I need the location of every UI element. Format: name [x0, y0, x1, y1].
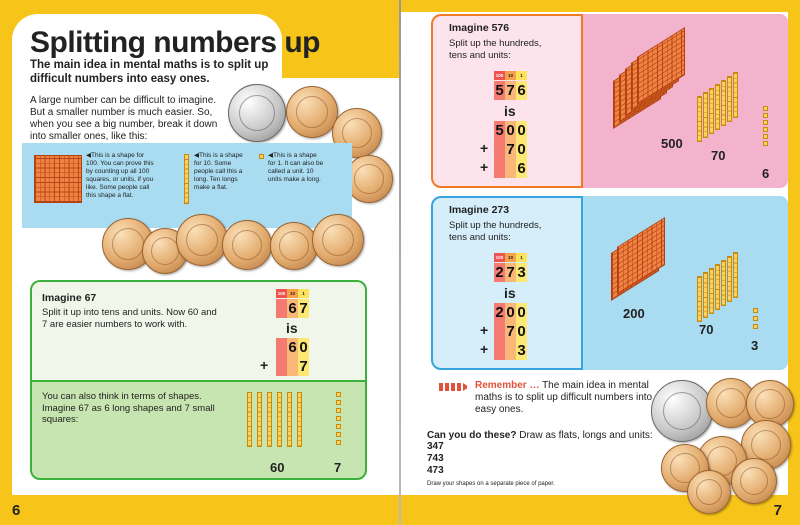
ten-block [733, 252, 738, 298]
part-70 [494, 322, 527, 341]
imagine-67-title: Imagine 67 [42, 292, 97, 304]
hundred-caption: ◀This is a shape for 100. You can prove this by counting up all 100 squares, or units, if you like. Some people call this shape a flat. [86, 152, 154, 199]
part-500 [494, 121, 527, 140]
unit-block [336, 440, 341, 445]
ten-block [247, 392, 252, 447]
digit-tens: 7 [506, 323, 515, 340]
digit-tens: 7 [506, 82, 515, 99]
part-6 [494, 159, 527, 178]
digit-tens [505, 159, 516, 178]
coin [176, 214, 228, 266]
digit-hundreds: 2 [495, 304, 504, 321]
plus-sign: + [480, 140, 489, 156]
digit-units: 6 [517, 160, 526, 177]
ten-block [277, 392, 282, 447]
ten-block [297, 392, 302, 447]
shapes-67-text: You can also think in terms of shapes. Imagine 67 as 6 long shapes and 7 small squares: [42, 391, 215, 425]
unit-block [753, 324, 758, 329]
hundreds-header: 100 [277, 291, 286, 296]
plus-sign: + [480, 322, 489, 338]
place-value-header [276, 289, 309, 298]
unit-block [336, 432, 341, 437]
ten-block [697, 96, 702, 142]
is-word: is [286, 320, 298, 336]
right-page [401, 0, 800, 525]
digit-hundreds [494, 341, 505, 360]
ten-block [709, 268, 714, 314]
part-3 [494, 341, 527, 360]
unit-block [336, 424, 341, 429]
units-header: 1 [298, 289, 309, 298]
digit-units: 3 [517, 342, 526, 359]
ten-block [703, 272, 708, 318]
digit-hundreds [494, 140, 505, 159]
digit-empty [276, 338, 287, 357]
coin [286, 86, 338, 138]
digit-empty [287, 357, 298, 376]
digit-units: 3 [517, 264, 526, 281]
imagine-67-card [30, 280, 367, 383]
place-value-header [494, 71, 527, 80]
imagine-273-text: Split up the hundreds, tens and units: [449, 220, 542, 243]
digit-empty [276, 299, 287, 318]
practice-instruction: Draw as flats, longs and units: [516, 430, 653, 441]
units-header: 1 [516, 71, 527, 80]
remember-body: The main idea in mental maths is to split up difficult numbers into easy ones. [475, 380, 653, 415]
digit-hundreds: 5 [495, 82, 504, 99]
digit-units: 7 [299, 300, 308, 317]
shapes-explanation-panel [22, 143, 352, 228]
part-60 [276, 338, 309, 357]
tens-header: 10 [287, 289, 298, 298]
number-576 [494, 81, 527, 100]
page-number-left: 6 [12, 502, 21, 519]
plus-sign: + [260, 357, 269, 373]
five-rand-coin [651, 380, 713, 442]
unit-block [336, 392, 341, 397]
imagine-67-text: Split it up into tens and units. Now 60 and 7 are easier numbers to work with. [42, 307, 217, 330]
imagine-273-card [431, 196, 786, 370]
unit-block [763, 113, 768, 118]
unit-block [763, 127, 768, 132]
label-60: 60 [270, 460, 285, 475]
digit-units: 0 [517, 141, 526, 158]
ten-caption: ◀This is a shape for 10. Some people call this a long. Ten longs make a flat. [194, 152, 243, 191]
coin [687, 470, 731, 514]
is-word: is [504, 285, 516, 301]
label-200: 200 [623, 306, 645, 321]
tens-header: 10 [505, 253, 516, 262]
digit-hundreds [494, 159, 505, 178]
coin [222, 220, 272, 270]
digit-tens: 7 [506, 264, 515, 281]
unit-caption: ◀This is a shape for 1. It can also be called a unit. 10 units make a long. [268, 152, 324, 183]
hundred-block [34, 155, 82, 203]
yellow-frame-left [0, 0, 12, 525]
practice-note: Draw your shapes on a separate piece of paper. [427, 481, 555, 487]
part-7 [276, 357, 309, 376]
unit-block [763, 106, 768, 111]
tens-header: 10 [505, 71, 516, 80]
digit-tens: 6 [288, 300, 297, 317]
label-3: 3 [751, 338, 759, 353]
unit-block [753, 308, 758, 313]
coin [731, 458, 777, 504]
ten-block [709, 88, 714, 134]
unit-block [763, 141, 768, 146]
ten-block [715, 264, 720, 310]
digit-units: 0 [517, 323, 526, 340]
label-70: 70 [699, 322, 714, 337]
yellow-frame-bottom [0, 495, 399, 525]
ten-block [257, 392, 262, 447]
unit-block [336, 400, 341, 405]
plus-sign: + [480, 159, 489, 175]
digit-tens [505, 341, 516, 360]
ten-block [703, 92, 708, 138]
number-67 [276, 299, 309, 318]
practice-lead: Can you do these? [427, 430, 517, 441]
page-number-right: 7 [773, 502, 782, 519]
ten-block [727, 256, 732, 302]
ten-block [697, 276, 702, 322]
imagine-576-text: Split up the hundreds, tens and units: [449, 38, 542, 61]
digit-hundreds [494, 322, 505, 341]
coin [345, 155, 393, 203]
digit-units: 0 [517, 304, 526, 321]
ten-block [721, 80, 726, 126]
is-word: is [504, 103, 516, 119]
digit-units: 0 [299, 339, 308, 356]
page-title: Splitting numbers up [30, 26, 320, 59]
label-7: 7 [334, 460, 342, 475]
unit-block [336, 416, 341, 421]
unit-block [336, 408, 341, 413]
ten-block [721, 260, 726, 306]
ten-block [727, 76, 732, 122]
digit-tens: 0 [506, 304, 515, 321]
five-rand-coin [228, 84, 286, 142]
practice-number: 473 [427, 465, 444, 476]
coin [312, 214, 364, 266]
shapes-67-card [30, 380, 367, 480]
ten-block [184, 154, 189, 204]
digit-tens: 0 [506, 122, 515, 139]
ten-block [267, 392, 272, 447]
unit-block [763, 120, 768, 125]
place-value-header [494, 253, 527, 262]
page-subtitle: The main idea in mental maths is to split up difficult numbers into easy ones. [30, 59, 269, 85]
imagine-576-title: Imagine 576 [449, 22, 510, 34]
hundreds-header: 100 [495, 73, 504, 78]
ten-block [733, 72, 738, 118]
remember-lead: Remember … [475, 380, 540, 391]
number-273 [494, 263, 527, 282]
coin [270, 222, 318, 270]
unit-block [259, 154, 264, 159]
digit-hundreds: 2 [495, 264, 504, 281]
yellow-frame-top [401, 0, 800, 12]
digit-tens: 6 [288, 339, 297, 356]
units-header: 1 [516, 253, 527, 262]
digit-units: 7 [299, 358, 308, 375]
ten-block [287, 392, 292, 447]
remember-text [475, 380, 655, 416]
part-70 [494, 140, 527, 159]
unit-block [763, 134, 768, 139]
digit-tens: 7 [506, 141, 515, 158]
practice-heading [427, 430, 653, 441]
ten-block [715, 84, 720, 130]
imagine-576-card [431, 14, 786, 188]
label-6: 6 [762, 166, 770, 181]
intro-text: A large number can be difficult to imagine. But a smaller number is much easier. So, when you see a big number, break it down into smaller ones, like this: [30, 95, 218, 142]
hundreds-header: 100 [495, 255, 504, 260]
practice-number: 743 [427, 453, 444, 464]
digit-empty [276, 357, 287, 376]
digit-units: 6 [517, 82, 526, 99]
remember-arrow-icon [439, 383, 469, 391]
part-200 [494, 303, 527, 322]
digit-hundreds: 5 [495, 122, 504, 139]
digit-units: 0 [517, 122, 526, 139]
label-70: 70 [711, 148, 726, 163]
label-500: 500 [661, 136, 683, 151]
imagine-273-title: Imagine 273 [449, 204, 510, 216]
unit-block [753, 316, 758, 321]
practice-number: 347 [427, 441, 444, 452]
left-page [0, 0, 399, 525]
plus-sign: + [480, 341, 489, 357]
